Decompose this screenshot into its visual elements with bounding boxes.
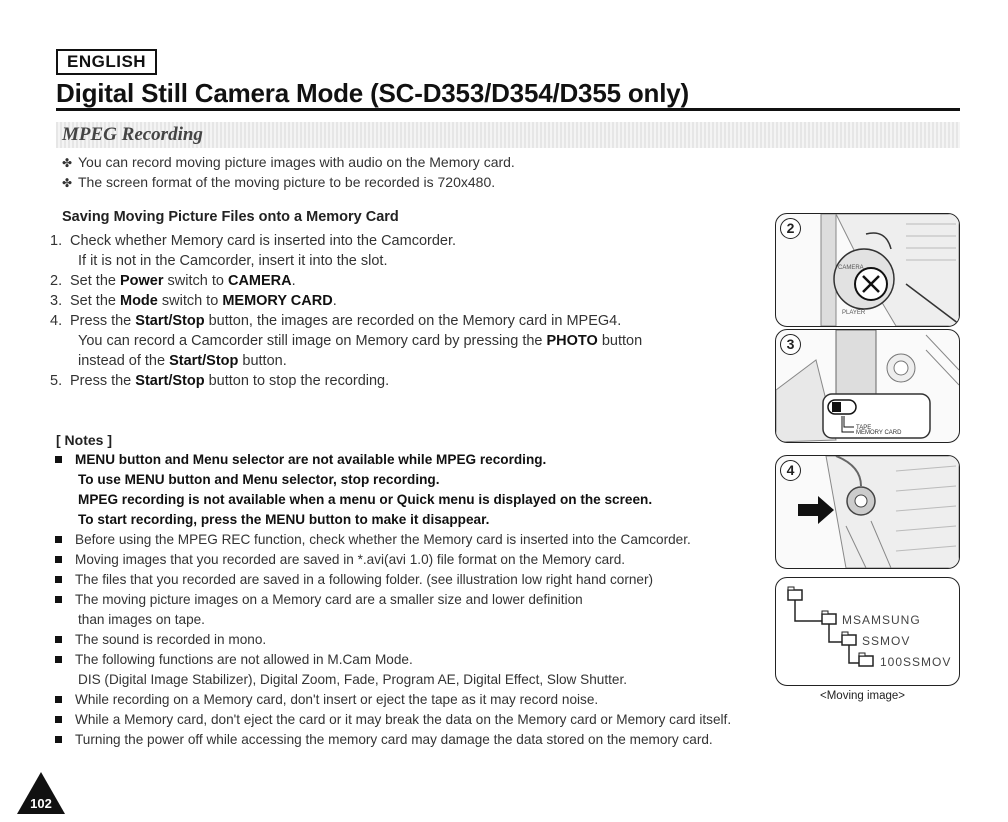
figure-caption: <Moving image> [820, 690, 906, 702]
square-bullet-icon [55, 696, 62, 703]
square-bullet-icon [55, 736, 62, 743]
step-text: button to stop the recording. [204, 373, 390, 389]
step-text: button. [238, 353, 287, 369]
step-text: . [332, 293, 337, 309]
folder-label: MSAMSUNG [842, 613, 921, 627]
step-number: 3. [50, 293, 63, 309]
note-item [50, 692, 598, 707]
intro-item [62, 174, 495, 190]
diamond-bullet-icon: ✤ [62, 176, 73, 190]
triangle-icon [15, 770, 67, 816]
folder-icon [822, 611, 836, 624]
square-bullet-icon [55, 716, 62, 723]
step-text: switch to [163, 273, 228, 289]
figure-power-switch [775, 213, 960, 327]
intro-item [62, 154, 515, 170]
step-text: Check whether Memory card is inserted into the Camcorder. [70, 233, 457, 249]
step-keyword: MEMORY CARD [222, 293, 333, 309]
step-number: 1. [50, 233, 63, 249]
note-continued: MPEG recording is not available when a menu or Quick menu is displayed on the screen. [78, 492, 653, 507]
step-text: button, the images are recorded on the Memory card in MPEG4. [204, 313, 622, 329]
step-text: Set the [70, 273, 120, 289]
note-item [50, 592, 583, 607]
square-bullet-icon [55, 636, 62, 643]
figure-folder-tree [775, 577, 960, 686]
note-continued: than images on tape. [78, 612, 205, 627]
notes-heading: [ Notes ] [56, 432, 112, 448]
note-item [50, 452, 546, 467]
intro-text: You can record moving picture images with audio on the Memory card. [78, 154, 515, 170]
note-continued: To use MENU button and Menu selector, stop recording. [78, 472, 440, 487]
step-text: Set the [70, 293, 120, 309]
step-keyword: Power [119, 273, 164, 289]
note-text: The following functions are not allowed in M.Cam Mode. [75, 652, 413, 667]
note-item [50, 732, 713, 747]
step-number: 5. [50, 373, 63, 389]
folder-icon [842, 632, 856, 645]
figure-number-badge: 3 [780, 334, 801, 355]
intro-text: The screen format of the moving picture to be recorded is 720x480. [78, 174, 496, 190]
folder-icon [788, 587, 802, 600]
step-1-continued [78, 253, 387, 269]
figure-number-badge: 2 [780, 218, 801, 239]
square-bullet-icon [55, 536, 62, 543]
step-text: button [597, 333, 643, 349]
note-text: Moving images that you recorded are saved in *.avi(avi 1.0) file format on the Memory card. [75, 552, 626, 567]
page-number-badge [15, 770, 67, 816]
step-number: 2. [50, 273, 63, 289]
figure-start-stop [775, 455, 960, 569]
note-item [50, 552, 625, 567]
note-item [50, 652, 413, 667]
title-divider [56, 108, 960, 111]
step-keyword: Start/Stop [135, 373, 205, 389]
note-text: Turning the power off while accessing the memory card may damage the data stored on the memory card. [75, 732, 713, 747]
square-bullet-icon [55, 596, 62, 603]
section-title: MPEG Recording [62, 124, 203, 145]
step-keyword: CAMERA [227, 273, 292, 289]
step-keyword: Start/Stop [135, 313, 205, 329]
folder-label: SSMOV [862, 634, 911, 648]
square-bullet-icon [55, 456, 62, 463]
note-text: The sound is recorded in mono. [75, 632, 267, 647]
camcorder-mode-switch-illustration [776, 330, 959, 442]
note-item [50, 632, 266, 647]
step-4-continued [78, 333, 642, 349]
step-text: You can record a Camcorder still image on Memory card by pressing the [78, 333, 547, 349]
step-text: . [291, 273, 296, 289]
switch-label-camera: CAMERA [838, 265, 864, 271]
switch-label-memory-card: MEMORY CARD [856, 430, 902, 436]
step-keyword: PHOTO [546, 333, 598, 349]
folder-label: 100SSMOV [880, 655, 952, 669]
note-continued: DIS (Digital Image Stabilizer), Digital Zoom, Fade, Program AE, Digital Effect, Slow Shutter. [78, 672, 627, 687]
subheading: Saving Moving Picture Files onto a Memory Card [62, 209, 399, 225]
note-item [50, 572, 653, 587]
diamond-bullet-icon: ✤ [62, 156, 73, 170]
step-1 [50, 233, 456, 249]
note-text: The files that you recorded are saved in a following folder. (see illustration low right hand corner) [75, 572, 654, 587]
square-bullet-icon [55, 656, 62, 663]
step-text: instead of the [78, 353, 170, 369]
page-number: 102 [30, 796, 52, 811]
camcorder-power-switch-illustration [776, 214, 959, 326]
step-5 [50, 373, 389, 389]
note-text: Before using the MPEG REC function, check whether the Memory card is inserted into the Camcorder. [75, 532, 691, 547]
note-item [50, 712, 731, 727]
figure-number-badge: 4 [780, 460, 801, 481]
step-3 [50, 293, 337, 309]
square-bullet-icon [55, 556, 62, 563]
camcorder-start-stop-illustration [776, 456, 959, 568]
step-4 [50, 313, 621, 329]
language-tag: ENGLISH [56, 49, 157, 75]
switch-label-player: PLAYER [842, 310, 866, 316]
step-keyword: Start/Stop [169, 353, 239, 369]
switch-label-tape: TAPE [856, 425, 872, 431]
step-2 [50, 273, 296, 289]
step-text: Press the [70, 373, 136, 389]
folder-tree-diagram [776, 578, 959, 685]
step-keyword: Mode [119, 293, 158, 309]
step-text: If it is not in the Camcorder, insert it into the slot. [78, 253, 388, 269]
step-number: 4. [50, 313, 63, 329]
step-text: switch to [157, 293, 223, 309]
note-continued: To start recording, press the MENU button to make it disappear. [78, 512, 490, 527]
page-title: Digital Still Camera Mode (SC-D353/D354/D355 only) [56, 78, 689, 108]
note-text: While recording on a Memory card, don't insert or eject the tape as it may record noise. [75, 692, 599, 707]
step-text: Press the [70, 313, 136, 329]
folder-icon [859, 653, 873, 666]
note-text: MENU button and Menu selector are not available while MPEG recording. [75, 452, 547, 467]
note-text: While a Memory card, don't eject the card or it may break the data on the Memory card or Memory card itself. [75, 712, 732, 727]
figure-mode-switch [775, 329, 960, 443]
square-bullet-icon [55, 576, 62, 583]
note-item [50, 532, 691, 547]
step-4-continued [78, 353, 287, 369]
note-text: The moving picture images on a Memory card are a smaller size and lower definition [75, 592, 583, 607]
